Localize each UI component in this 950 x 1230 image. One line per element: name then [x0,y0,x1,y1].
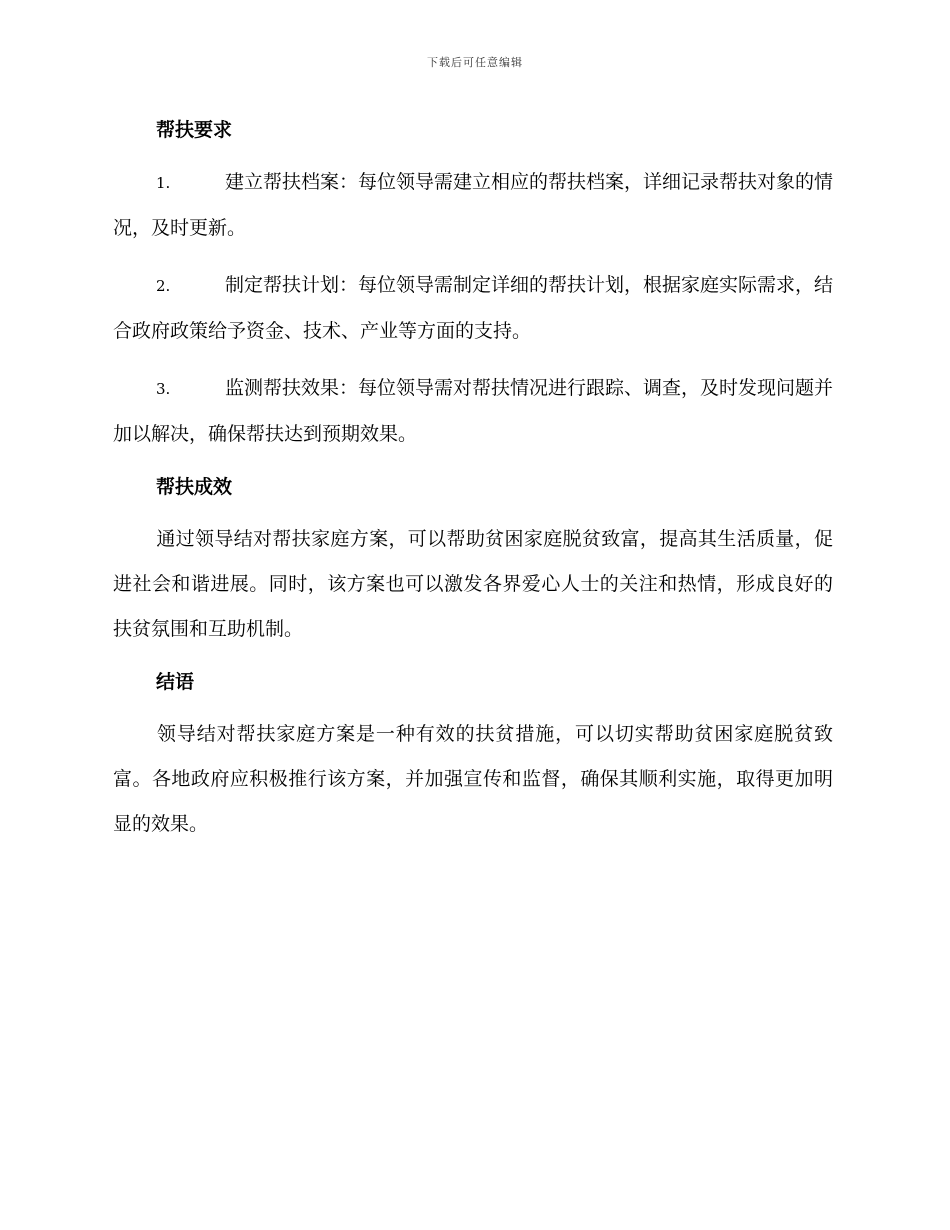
list-item-number: 2. [156,277,171,295]
list-item-text: 监测帮扶效果：每位领导需对帮扶情况进行跟踪、调查，及时发现问题并加以解决，确保帮扶达到预期效果。 [113,377,834,445]
list-item [113,263,833,354]
list-item [113,160,833,251]
list-item-number: 3. [156,380,171,398]
page-header: 下载后可任意编辑 [427,56,523,69]
document-body [113,112,833,859]
section-title-results: 帮扶成效 [156,476,233,498]
conclusion-paragraph [113,712,833,847]
list-item-text: 制定帮扶计划：每位领导需制定详细的帮扶计划，根据家庭实际需求，结合政府政策给予资金、技术、产业等方面的支持。 [113,274,834,342]
list-item-text: 建立帮扶档案：每位领导需建立相应的帮扶档案，详细记录帮扶对象的情况，及时更新。 [113,171,834,239]
list-item [113,366,833,457]
list-item-number: 1. [156,174,171,192]
section-title-requirements: 帮扶要求 [156,119,233,141]
section-title-conclusion: 结语 [156,671,195,693]
results-text: 通过领导结对帮扶家庭方案，可以帮助贫困家庭脱贫致富，提高其生活质量，促进社会和谐进展。同时，该方案也可以激发各界爱心人士的关注和热情，形成良好的扶贫氛围和互助机制。 [113,528,833,640]
results-paragraph [113,517,833,652]
conclusion-text: 领导结对帮扶家庭方案是一种有效的扶贫措施，可以切实帮助贫困家庭脱贫致富。各地政府应积极推行该方案，并加强宣传和监督，确保其顺利实施，取得更加明显的效果。 [113,723,833,835]
